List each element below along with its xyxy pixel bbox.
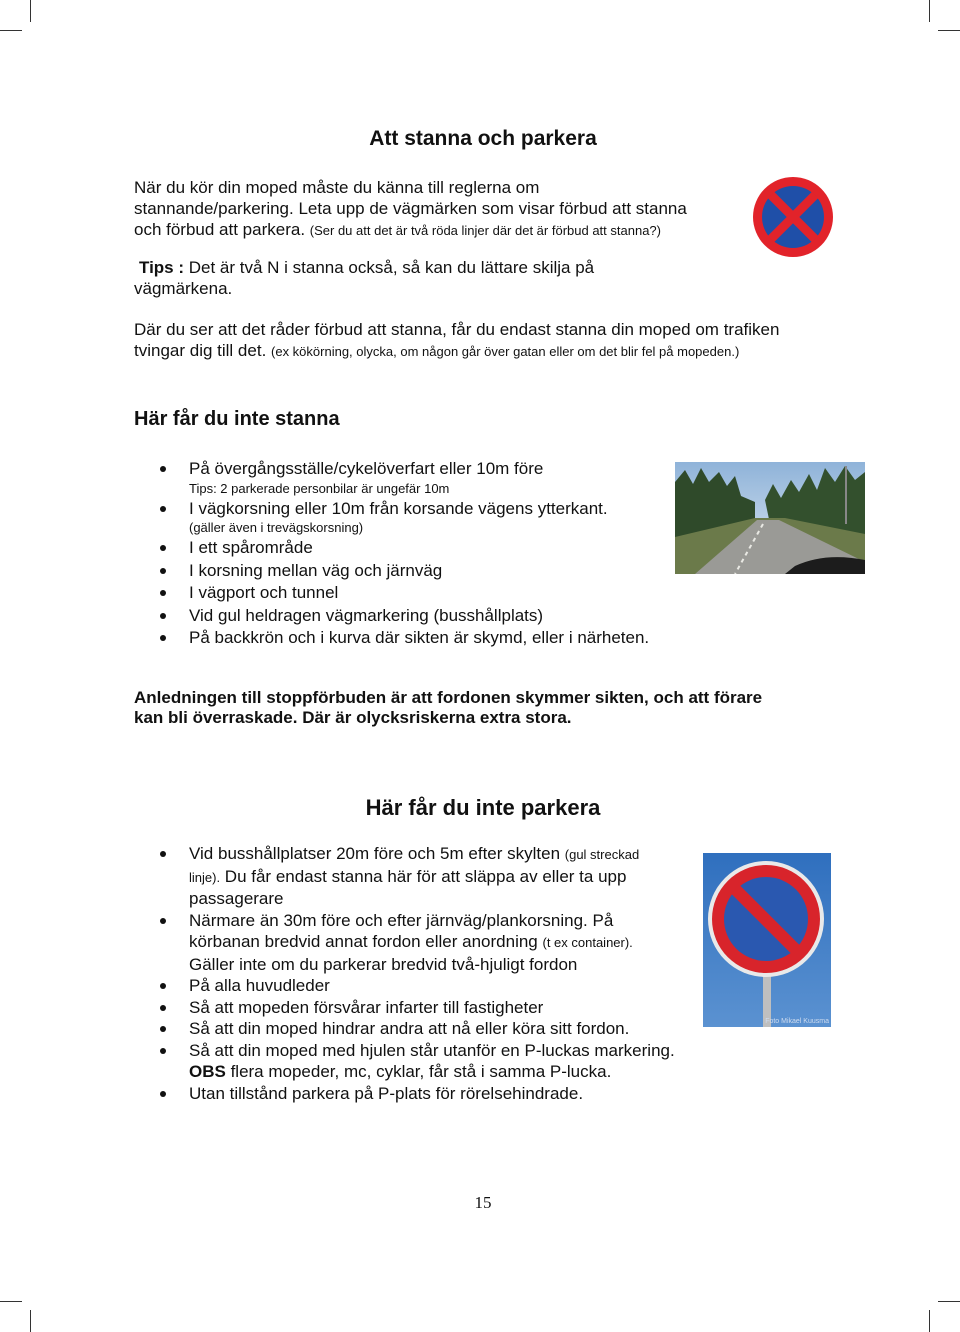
list-item — [160, 605, 680, 627]
list-item-line — [189, 843, 700, 866]
no-parking-sign-icon — [703, 853, 831, 1027]
page-number: 15 — [474, 1193, 492, 1212]
list-item — [160, 843, 700, 910]
list-item-text: I korsning mellan väg och järnväg — [189, 560, 443, 580]
section-title-inte-parkera: Här får du inte parkera — [365, 795, 601, 820]
list-item-text: Utan tillstånd parkera på P-plats för rörelsehindrade. — [189, 1083, 584, 1103]
list-item-text: På backkrön och i kurva där sikten är skymd, eller i närheten. — [189, 628, 650, 647]
crop-mark — [0, 1301, 22, 1302]
tips-text: Det är två N i stanna också, så kan du lättare skilja på — [184, 258, 595, 277]
list-item-text: På alla huvudleder — [189, 976, 330, 995]
list-item — [160, 997, 700, 1019]
bullet — [160, 1005, 166, 1011]
list-item-line — [189, 866, 700, 889]
intro-line: stannande/parkering. Leta upp de vägmärken som visar förbud att stanna — [134, 199, 687, 218]
bullet — [160, 568, 166, 574]
bullet — [160, 613, 166, 619]
bullet — [160, 1026, 166, 1032]
no-parking-list — [160, 843, 700, 1104]
list-item-text: flera mopeder, mc, cyklar, får stå i samma P-lucka. — [225, 1062, 612, 1081]
list-item-text: I vägkorsning eller 10m från korsande vägens ytterkant. — [189, 498, 608, 518]
bullet — [160, 983, 166, 989]
list-item-note: (t ex container). — [542, 935, 633, 950]
bullet — [160, 466, 166, 472]
section-title-inte-stanna: Här får du inte stanna — [134, 408, 340, 430]
reason-paragraph — [134, 688, 854, 728]
list-item-line — [189, 1061, 749, 1083]
crop-mark — [929, 1310, 930, 1332]
list-item-line: Gäller inte om du parkerar bredvid två-hjuligt fordon — [189, 954, 578, 974]
reason-line: Anledningen till stoppförbuden är att fordonen skymmer sikten, och att förare — [134, 688, 763, 707]
list-item — [160, 537, 680, 559]
list-item — [160, 582, 680, 604]
obs-label: OBS — [189, 1062, 226, 1081]
no-parking-sign-photo — [703, 853, 831, 1027]
list-item — [160, 498, 680, 520]
list-item — [160, 1083, 700, 1105]
bullet — [160, 1048, 166, 1054]
list-item — [160, 560, 680, 582]
list-item-text: Vid gul heldragen vägmarkering (busshållplats) — [189, 605, 544, 625]
no-stopping-sign-icon — [751, 175, 835, 259]
intro-paragraph — [134, 177, 754, 241]
rule-text: tvingar dig till det. — [134, 341, 272, 360]
crop-mark — [929, 0, 930, 22]
intro-note: (Ser du att det är två röda linjer där det är förbud att stanna?) — [309, 223, 661, 238]
section-title-stanna-parkera: Att stanna och parkera — [369, 127, 597, 150]
list-item-note: (gäller även i trevägskorsning) — [189, 520, 364, 535]
bullet — [160, 590, 166, 596]
no-stopping-list — [160, 458, 680, 649]
tips-line: vägmärkena. — [134, 279, 233, 298]
bullet — [160, 1091, 166, 1097]
intro-text: och förbud att parkera. — [134, 220, 310, 239]
list-item — [160, 910, 700, 976]
list-item — [160, 627, 680, 649]
crop-mark — [938, 1301, 960, 1302]
list-item-text: Vid busshållplatser 20m före och 5m efter skylten — [189, 844, 565, 863]
tips-line — [134, 257, 754, 278]
list-item-text: I vägport och tunnel — [189, 583, 339, 602]
crop-mark — [30, 1310, 31, 1332]
list-item — [160, 975, 700, 997]
list-item-line: Så att din moped med hjulen står utanför en P-luckas markering. — [189, 1040, 675, 1060]
bullet — [160, 635, 166, 641]
list-item — [160, 1040, 749, 1083]
bullet — [160, 851, 166, 857]
list-item-note: (gul streckad — [564, 847, 640, 862]
tips-paragraph — [134, 257, 754, 299]
intro-line: När du kör din moped måste du känna till reglerna om — [134, 178, 540, 197]
rule-paragraph — [134, 319, 854, 362]
road-crossing-photo — [675, 462, 865, 574]
crop-mark — [0, 30, 22, 31]
list-item — [160, 458, 680, 480]
list-item-line: passagerare — [189, 889, 284, 908]
rule-note: (ex kökörning, olycka, om någon går över gatan eller om det blir fel på mopeden.) — [271, 344, 740, 359]
crop-mark — [30, 0, 31, 22]
list-item-note: Tips: 2 parkerade personbilar är ungefär 10m — [189, 480, 450, 496]
list-item-line — [189, 931, 700, 954]
bullet — [160, 545, 166, 551]
crop-mark — [938, 30, 960, 31]
list-item-text: Så att mopeden försvårar infarter till fastigheter — [189, 997, 544, 1017]
photo-credit: Foto Mikael Kuusma — [765, 1018, 829, 1025]
bullet — [160, 918, 166, 924]
reason-line: kan bli överraskade. Där är olycksriskerna extra stora. — [134, 708, 572, 727]
list-item-note: linje). — [189, 869, 221, 885]
rule-line: Där du ser att det råder förbud att stanna, får du endast stanna din moped om trafiken — [134, 320, 780, 339]
list-item-text: På övergångsställe/cykelöverfart eller 10m före — [189, 459, 544, 478]
list-item — [160, 1018, 700, 1040]
rule-line — [134, 340, 854, 362]
list-item-text: körbanan bredvid annat fordon eller anordning — [189, 932, 543, 951]
list-item-text: Du får endast stanna här för att släppa av eller ta upp — [220, 866, 627, 886]
list-item-text: Så att din moped hindrar andra att nå eller köra sitt fordon. — [189, 1019, 630, 1038]
bullet — [160, 506, 166, 512]
intro-line — [134, 219, 754, 241]
list-item-line: Närmare än 30m före och efter järnväg/plankorsning. På — [189, 910, 614, 930]
tips-label: Tips : — [139, 258, 185, 277]
list-item-text: I ett spårområde — [189, 538, 313, 557]
